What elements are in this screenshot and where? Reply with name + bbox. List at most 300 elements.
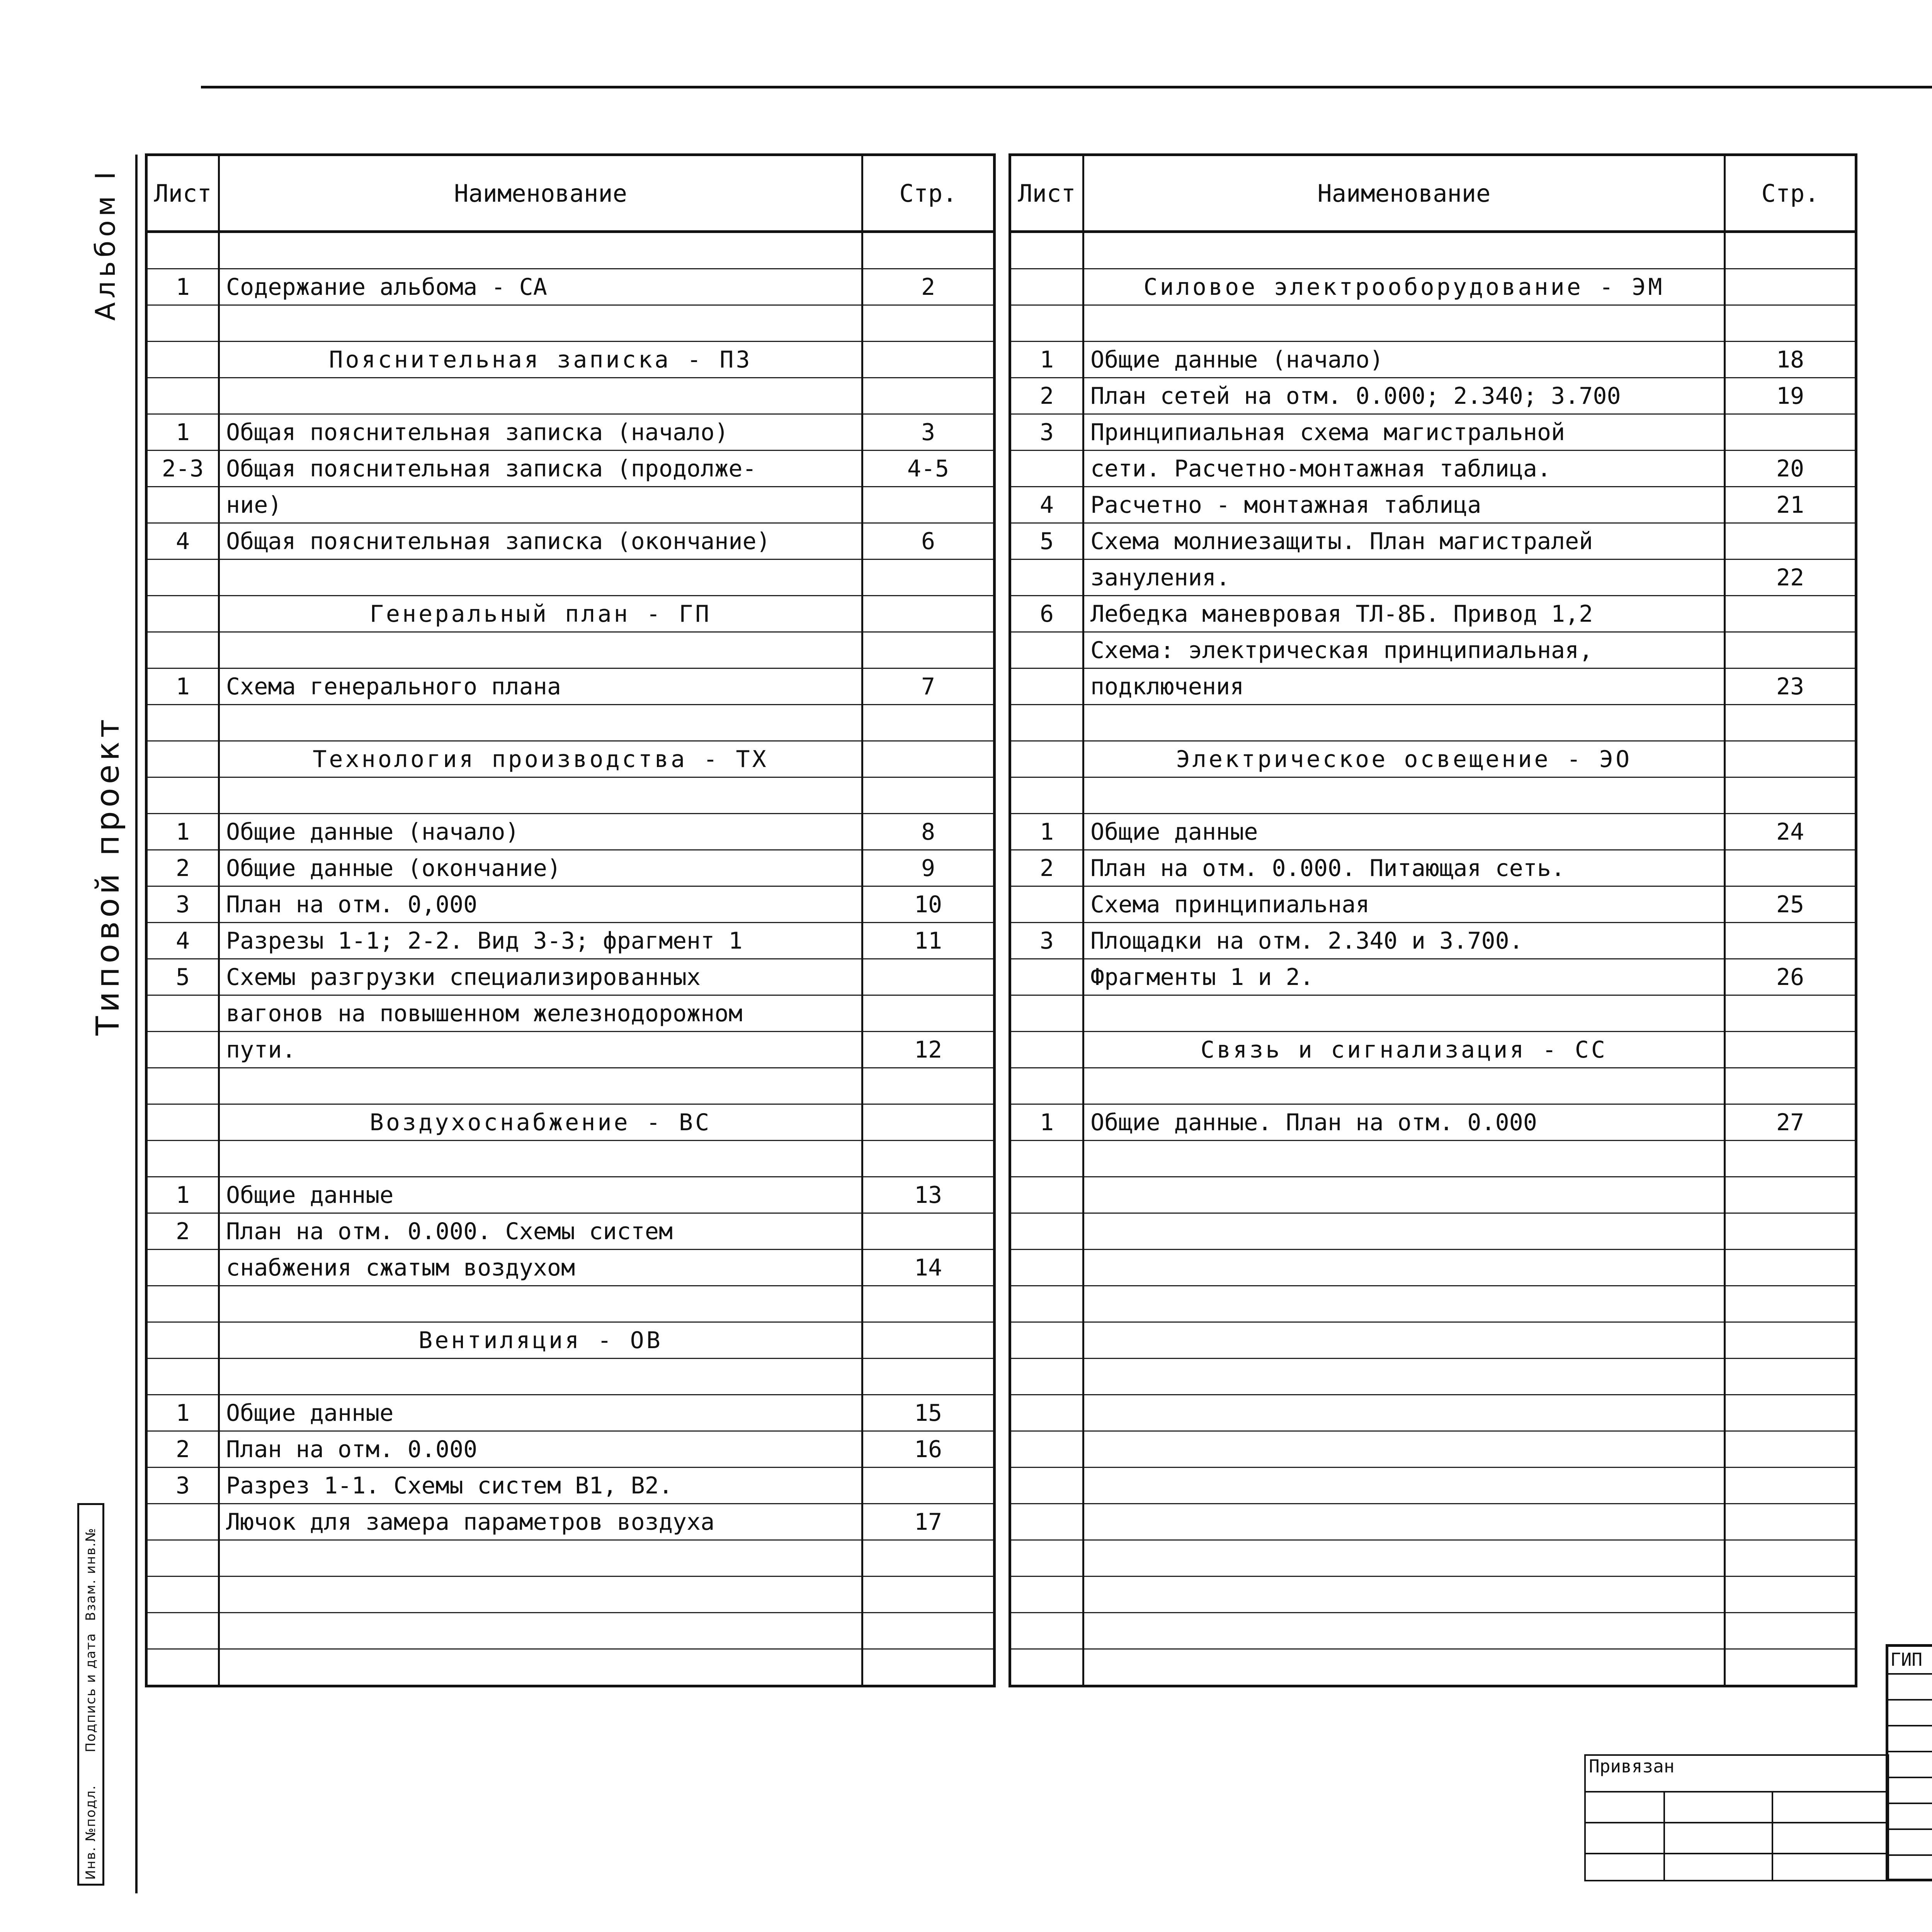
table-row xyxy=(146,1322,995,1359)
name-cell: План на отм. 0.000 xyxy=(219,1431,862,1468)
name-cell xyxy=(219,560,862,596)
page-cell: 11 xyxy=(862,923,995,959)
name-cell: зануления. xyxy=(1083,560,1725,596)
table-row xyxy=(1010,777,1856,814)
table-row xyxy=(146,1577,995,1613)
table-row xyxy=(1010,1504,1856,1540)
table-row xyxy=(1010,1468,1856,1504)
table-row xyxy=(1010,923,1856,959)
table-row xyxy=(146,232,995,269)
name-cell: Лючок для замера параметров воздуха xyxy=(219,1504,862,1540)
name-cell xyxy=(1083,1395,1725,1431)
table-row xyxy=(1010,1286,1856,1322)
page-cell xyxy=(862,305,995,342)
page-cell: 8 xyxy=(862,814,995,850)
table-row xyxy=(1010,1213,1856,1250)
table-row xyxy=(146,1177,995,1213)
sheet-number-cell xyxy=(1010,1250,1083,1286)
name-cell: План сетей на отм. 0.000; 2.340; 3.700 xyxy=(1083,378,1725,414)
name-cell: План на отм. 0,000 xyxy=(219,886,862,923)
page-cell xyxy=(1725,1141,1856,1177)
sheet-number-cell xyxy=(1010,451,1083,487)
sheet-number-cell xyxy=(1010,1213,1083,1250)
table-row xyxy=(1010,668,1856,705)
name-cell xyxy=(1083,1177,1725,1213)
sheet-number-cell xyxy=(146,777,219,814)
sheet-number-cell xyxy=(1010,705,1083,741)
table-row xyxy=(146,1213,995,1250)
page-cell xyxy=(1725,1213,1856,1250)
name-cell: Общие данные. План на отм. 0.000 xyxy=(1083,1104,1725,1141)
table-header-row xyxy=(1010,155,1856,232)
sheet-number-cell: 3 xyxy=(146,886,219,923)
name-cell xyxy=(219,1649,862,1686)
col-header-sheet: Лист xyxy=(146,155,219,232)
sheet-number-cell xyxy=(146,342,219,378)
name-cell xyxy=(1083,995,1725,1032)
table-row xyxy=(146,1032,995,1068)
gip-label: ГИП xyxy=(1886,1645,1932,1674)
sheet-number-cell xyxy=(146,487,219,523)
table-row xyxy=(1010,1577,1856,1613)
name-cell xyxy=(1083,1577,1725,1613)
sheet-number-cell xyxy=(146,1359,219,1395)
name-cell: Схемы разгрузки специализированных xyxy=(219,959,862,995)
name-cell xyxy=(219,777,862,814)
sheet-number-cell xyxy=(146,995,219,1032)
sheet-number-cell xyxy=(146,741,219,777)
table-row xyxy=(146,487,995,523)
table-row xyxy=(146,1141,995,1177)
name-cell: Схема принципиальная xyxy=(1083,886,1725,923)
table-row xyxy=(146,560,995,596)
name-cell xyxy=(1083,1359,1725,1395)
table-row xyxy=(146,741,995,777)
name-cell xyxy=(1083,1504,1725,1540)
table-row xyxy=(146,269,995,305)
sheet-number-cell: 3 xyxy=(1010,414,1083,451)
name-cell xyxy=(1083,1322,1725,1359)
sheet-number-cell xyxy=(1010,1141,1083,1177)
name-cell: Расчетно - монтажная таблица xyxy=(1083,487,1725,523)
sheet-number-cell xyxy=(146,1068,219,1104)
page-cell xyxy=(1725,414,1856,451)
sheet-number-cell: 1 xyxy=(146,814,219,850)
bound-label: Привязан xyxy=(1585,1755,1888,1792)
side-stamp xyxy=(77,1503,104,1886)
name-cell xyxy=(1083,705,1725,741)
sheet-number-cell: 2 xyxy=(1010,850,1083,886)
sheet-number-cell xyxy=(146,1286,219,1322)
page-cell xyxy=(862,1141,995,1177)
table-row xyxy=(1010,596,1856,632)
sheet-number-cell xyxy=(1010,1504,1083,1540)
sheet-number-cell xyxy=(146,378,219,414)
name-cell xyxy=(1083,1141,1725,1177)
col-header-page: Стр. xyxy=(1725,155,1856,232)
col-header-page: Стр. xyxy=(862,155,995,232)
table-row xyxy=(1010,342,1856,378)
sheet-number-cell xyxy=(1010,668,1083,705)
sheet-number-cell: 5 xyxy=(1010,523,1083,560)
sheet-number-cell xyxy=(1010,1068,1083,1104)
name-cell: Общие данные xyxy=(219,1177,862,1213)
name-cell xyxy=(219,1577,862,1613)
table-row xyxy=(1010,1613,1856,1649)
sheet-number-cell: 2 xyxy=(146,850,219,886)
page-cell: 27 xyxy=(1725,1104,1856,1141)
table-row xyxy=(1010,560,1856,596)
page-cell: 15 xyxy=(862,1395,995,1431)
sheet-number-cell xyxy=(146,1032,219,1068)
page-cell xyxy=(1725,1613,1856,1649)
page-cell xyxy=(862,1540,995,1577)
sheet-number-cell xyxy=(1010,232,1083,269)
page-cell: 22 xyxy=(1725,560,1856,596)
sheet-number-cell: 1 xyxy=(146,1395,219,1431)
page-cell xyxy=(862,1068,995,1104)
name-cell xyxy=(1083,1068,1725,1104)
page-cell: 24 xyxy=(1725,814,1856,850)
name-cell: Общие данные (начало) xyxy=(1083,342,1725,378)
table-row xyxy=(146,777,995,814)
table-row xyxy=(146,378,995,414)
sheet-number-cell: 2 xyxy=(146,1431,219,1468)
sheet-number-cell: 1 xyxy=(1010,1104,1083,1141)
page-cell xyxy=(1725,1649,1856,1686)
sheet-number-cell: 2 xyxy=(146,1213,219,1250)
sheet-number-cell: 4 xyxy=(146,523,219,560)
side-stamp-sign: Подпись и дата xyxy=(83,1633,99,1752)
page-cell xyxy=(1725,777,1856,814)
sheet-number-cell xyxy=(1010,1540,1083,1577)
page-cell xyxy=(862,560,995,596)
name-cell: Схема молниезащиты. План магистралей xyxy=(1083,523,1725,560)
page-cell xyxy=(1725,632,1856,668)
page-cell xyxy=(1725,1540,1856,1577)
page-cell: 17 xyxy=(862,1504,995,1540)
sheet-number-cell: 1 xyxy=(146,668,219,705)
sheet-number-cell xyxy=(1010,1359,1083,1395)
sheet-number-cell: 3 xyxy=(146,1468,219,1504)
sheet-number-cell xyxy=(146,1613,219,1649)
page-cell: 20 xyxy=(1725,451,1856,487)
page-cell xyxy=(1725,1395,1856,1431)
table-row xyxy=(146,1104,995,1141)
sheet-number-cell xyxy=(1010,1577,1083,1613)
table-row xyxy=(146,1068,995,1104)
page-cell xyxy=(1725,1504,1856,1540)
table-row xyxy=(146,1286,995,1322)
name-cell: Разрезы 1-1; 2-2. Вид 3-3; фрагмент 1 xyxy=(219,923,862,959)
project-label: Типовой проект xyxy=(90,715,126,1036)
name-cell xyxy=(1083,305,1725,342)
name-cell xyxy=(1083,1286,1725,1322)
bound-block xyxy=(1584,1754,1889,1881)
sheet-number-cell: 2-3 xyxy=(146,451,219,487)
table-header-row xyxy=(146,155,995,232)
name-cell: Генеральный план - ГП xyxy=(219,596,862,632)
name-cell xyxy=(219,1613,862,1649)
table-row xyxy=(1010,414,1856,451)
name-cell xyxy=(219,1068,862,1104)
page-cell xyxy=(862,232,995,269)
sheet-number-cell xyxy=(1010,1431,1083,1468)
sheet-number-cell: 1 xyxy=(1010,814,1083,850)
col-header-sheet: Лист xyxy=(1010,155,1083,232)
page-cell xyxy=(862,378,995,414)
name-cell: Общая пояснительная записка (начало) xyxy=(219,414,862,451)
table-row xyxy=(1010,451,1856,487)
page-cell xyxy=(1725,1286,1856,1322)
col-header-name: Наименование xyxy=(1083,155,1725,232)
table-row xyxy=(1010,632,1856,668)
table-row xyxy=(1010,1431,1856,1468)
page-cell xyxy=(1725,923,1856,959)
table-row xyxy=(146,596,995,632)
side-stamp-inv: Инв. №подл. xyxy=(83,1785,99,1880)
table-row xyxy=(146,1431,995,1468)
sheet-number-cell: 3 xyxy=(1010,923,1083,959)
table-row xyxy=(146,995,995,1032)
table-row xyxy=(146,1359,995,1395)
name-cell: Общие данные xyxy=(1083,814,1725,850)
name-cell xyxy=(219,378,862,414)
page-cell xyxy=(862,959,995,995)
table-row xyxy=(146,342,995,378)
page-cell: 18 xyxy=(1725,342,1856,378)
name-cell: План на отм. 0.000. Схемы систем xyxy=(219,1213,862,1250)
sheet-number-cell xyxy=(1010,1649,1083,1686)
table-row xyxy=(1010,1104,1856,1141)
table-row xyxy=(1010,995,1856,1032)
table-row xyxy=(146,1468,995,1504)
table-row xyxy=(1010,886,1856,923)
name-cell xyxy=(219,1286,862,1322)
name-cell: Содержание альбома - СА xyxy=(219,269,862,305)
sheet-number-cell xyxy=(1010,305,1083,342)
table-row xyxy=(1010,1649,1856,1686)
name-cell: пути. xyxy=(219,1032,862,1068)
sheet-number-cell xyxy=(146,596,219,632)
table-row xyxy=(1010,741,1856,777)
sheet-number-cell xyxy=(1010,1286,1083,1322)
name-cell xyxy=(1083,1213,1725,1250)
page-cell xyxy=(1725,269,1856,305)
top-frame-line xyxy=(201,86,1932,88)
name-cell xyxy=(219,632,862,668)
side-stamp-replace: Взам. инв.№ xyxy=(83,1527,99,1621)
name-cell xyxy=(219,1540,862,1577)
page-cell: 10 xyxy=(862,886,995,923)
table-row xyxy=(146,705,995,741)
table-row xyxy=(146,1540,995,1577)
table-row xyxy=(1010,1068,1856,1104)
name-cell xyxy=(219,1141,862,1177)
sheet-number-cell xyxy=(146,1250,219,1286)
page-cell xyxy=(862,632,995,668)
name-cell: Силовое электрооборудование - ЭМ xyxy=(1083,269,1725,305)
table-row xyxy=(146,523,995,560)
page-cell xyxy=(1725,741,1856,777)
sheet-number-cell: 6 xyxy=(1010,596,1083,632)
name-cell: Технология производства - ТХ xyxy=(219,741,862,777)
table-row xyxy=(1010,1177,1856,1213)
sheet-number-cell xyxy=(1010,1395,1083,1431)
name-cell: Пояснительная записка - ПЗ xyxy=(219,342,862,378)
table-row xyxy=(1010,705,1856,741)
name-cell: Схема: электрическая принципиальная, xyxy=(1083,632,1725,668)
name-cell: сети. Расчетно-монтажная таблица. xyxy=(1083,451,1725,487)
name-cell xyxy=(1083,1431,1725,1468)
page-cell: 25 xyxy=(1725,886,1856,923)
sheet-number-cell xyxy=(146,1649,219,1686)
page-cell xyxy=(1725,1177,1856,1213)
table-row xyxy=(146,814,995,850)
page-cell xyxy=(1725,1068,1856,1104)
sheet-number-cell xyxy=(1010,777,1083,814)
page-cell xyxy=(862,741,995,777)
sheet-number-cell xyxy=(146,305,219,342)
page-cell: 23 xyxy=(1725,668,1856,705)
name-cell: Электрическое освещение - ЭО xyxy=(1083,741,1725,777)
page-cell xyxy=(1725,1322,1856,1359)
page-cell: 26 xyxy=(1725,959,1856,995)
page-cell xyxy=(862,777,995,814)
page-cell: 13 xyxy=(862,1177,995,1213)
sheet-number-cell xyxy=(146,705,219,741)
signature-grid xyxy=(1886,1644,1932,1856)
table-row xyxy=(1010,1032,1856,1068)
name-cell xyxy=(1083,1540,1725,1577)
sheet-number-cell xyxy=(1010,959,1083,995)
sheet-number-cell xyxy=(146,1504,219,1540)
sheet-number-cell: 4 xyxy=(1010,487,1083,523)
table-row xyxy=(146,959,995,995)
sheet-number-cell xyxy=(146,632,219,668)
sheet-number-cell xyxy=(1010,886,1083,923)
page-cell xyxy=(1725,1577,1856,1613)
table-row xyxy=(1010,814,1856,850)
name-cell: Схема генерального плана xyxy=(219,668,862,705)
name-cell xyxy=(219,305,862,342)
page-cell xyxy=(862,1213,995,1250)
table-row xyxy=(146,886,995,923)
page-cell: 2 xyxy=(862,269,995,305)
name-cell: Фрагменты 1 и 2. xyxy=(1083,959,1725,995)
sheet-number-cell xyxy=(1010,560,1083,596)
page-cell xyxy=(862,1359,995,1395)
sheet-number-cell xyxy=(146,1577,219,1613)
contents-table-right xyxy=(1009,153,1857,1687)
name-cell xyxy=(219,1359,862,1395)
sheet-number-cell xyxy=(146,232,219,269)
sheet-number-cell xyxy=(1010,741,1083,777)
table-row xyxy=(1010,1540,1856,1577)
sheet-number-cell: 1 xyxy=(146,1177,219,1213)
page-cell xyxy=(1725,1468,1856,1504)
sheet-number-cell xyxy=(1010,1468,1083,1504)
page-cell xyxy=(862,596,995,632)
sheet-number-cell: 2 xyxy=(1010,378,1083,414)
name-cell: Общие данные xyxy=(219,1395,862,1431)
table-row xyxy=(146,1504,995,1540)
page-cell: 21 xyxy=(1725,487,1856,523)
table-row xyxy=(1010,269,1856,305)
name-cell: Связь и сигнализация - СС xyxy=(1083,1032,1725,1068)
table-row xyxy=(1010,232,1856,269)
name-cell: Воздухоснабжение - ВС xyxy=(219,1104,862,1141)
table-row xyxy=(146,923,995,959)
left-margin-line xyxy=(135,155,138,1893)
name-cell xyxy=(1083,777,1725,814)
sheet-number-cell xyxy=(1010,1322,1083,1359)
table-row xyxy=(146,632,995,668)
name-cell: подключения xyxy=(1083,668,1725,705)
sheet-number-cell: 4 xyxy=(146,923,219,959)
sheet-number-cell xyxy=(146,1322,219,1359)
table-row xyxy=(1010,487,1856,523)
col-header-name: Наименование xyxy=(219,155,862,232)
name-cell: Разрез 1-1. Схемы систем В1, В2. xyxy=(219,1468,862,1504)
table-row xyxy=(1010,378,1856,414)
sheet-number-cell xyxy=(1010,1177,1083,1213)
table-row xyxy=(1010,959,1856,995)
sheet-number-cell xyxy=(146,560,219,596)
page-cell xyxy=(862,1468,995,1504)
contents-table-left xyxy=(145,153,996,1687)
table-row xyxy=(146,1613,995,1649)
page-cell xyxy=(862,487,995,523)
page-cell xyxy=(862,1104,995,1141)
page-cell xyxy=(1725,1359,1856,1395)
name-cell: Вентиляция - ОВ xyxy=(219,1322,862,1359)
table-row xyxy=(146,1250,995,1286)
page-cell: 9 xyxy=(862,850,995,886)
page-cell: 19 xyxy=(1725,378,1856,414)
page-cell: 14 xyxy=(862,1250,995,1286)
table-row xyxy=(1010,1322,1856,1359)
sheet-number-cell xyxy=(1010,632,1083,668)
name-cell: вагонов на повышенном железнодорожном xyxy=(219,995,862,1032)
page-cell xyxy=(862,1613,995,1649)
name-cell: Общая пояснительная записка (окончание) xyxy=(219,523,862,560)
page-cell xyxy=(1725,705,1856,741)
table-row xyxy=(146,668,995,705)
sheet-number-cell xyxy=(146,1540,219,1577)
page-cell: 3 xyxy=(862,414,995,451)
table-row xyxy=(1010,1359,1856,1395)
page-cell xyxy=(1725,1032,1856,1068)
sheet-number-cell xyxy=(1010,269,1083,305)
sheet-number-cell: 1 xyxy=(1010,342,1083,378)
page-cell: 6 xyxy=(862,523,995,560)
page-cell xyxy=(1725,850,1856,886)
table-row xyxy=(1010,1395,1856,1431)
name-cell: Площадки на отм. 2.340 и 3.700. xyxy=(1083,923,1725,959)
page-cell xyxy=(1725,305,1856,342)
name-cell: снабжения сжатым воздухом xyxy=(219,1250,862,1286)
name-cell: План на отм. 0.000. Питающая сеть. xyxy=(1083,850,1725,886)
page-cell xyxy=(1725,1250,1856,1286)
sheet-number-cell xyxy=(1010,1613,1083,1649)
name-cell: Общие данные (начало) xyxy=(219,814,862,850)
sheet-number-cell: 5 xyxy=(146,959,219,995)
name-cell xyxy=(1083,1250,1725,1286)
page-cell: 4-5 xyxy=(862,451,995,487)
sheet-number-cell: 1 xyxy=(146,269,219,305)
sheet-number-cell xyxy=(1010,995,1083,1032)
